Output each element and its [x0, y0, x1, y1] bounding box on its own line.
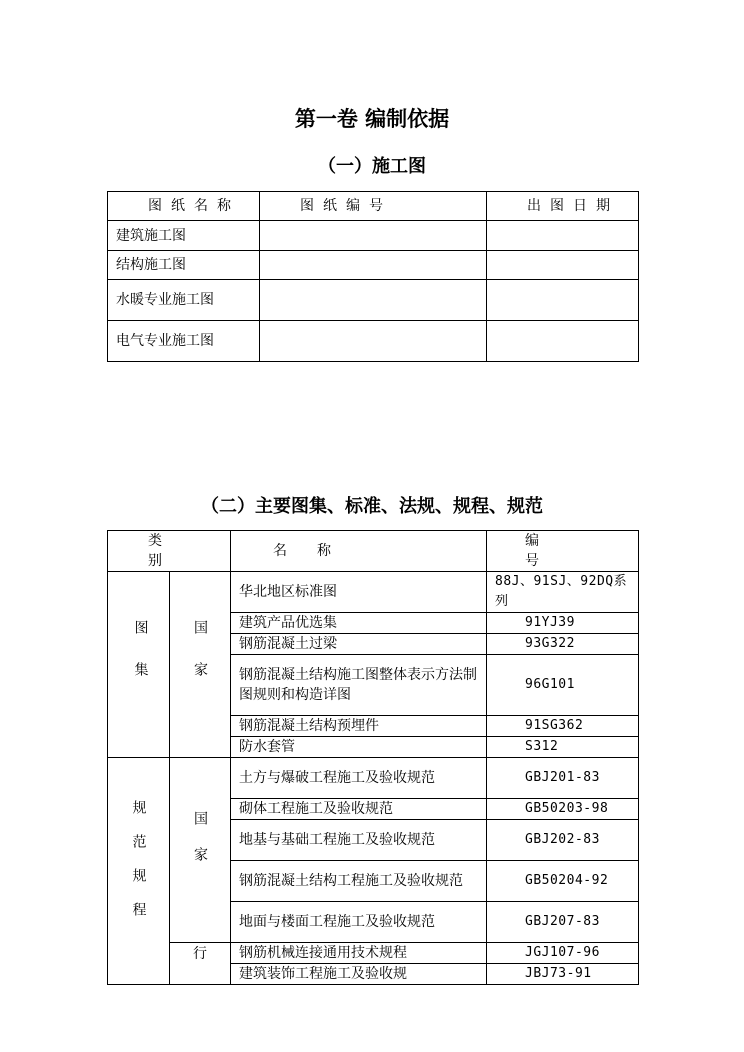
header-code-left: 编 [525, 533, 539, 549]
category-cell [108, 572, 170, 758]
standard-code: GBJ201-83 [487, 758, 639, 799]
drawing-number [260, 280, 487, 321]
drawing-date [487, 221, 639, 251]
standard-name: 钢筋混凝土结构工程施工及验收规范 [231, 861, 487, 902]
standard-code: 88J、91SJ、92DQ系列 [487, 572, 639, 613]
category-cell [108, 758, 170, 985]
standard-code: 96G101 [487, 655, 639, 716]
header-name: 名称 [231, 531, 487, 572]
drawings-table [107, 191, 639, 362]
level-cell [170, 758, 231, 943]
standard-code: GBJ202-83 [487, 820, 639, 861]
standard-code: S312 [487, 737, 639, 758]
drawing-name: 水暖专业施工图 [108, 280, 260, 321]
drawing-name: 建筑施工图 [108, 221, 260, 251]
drawing-name: 电气专业施工图 [108, 321, 260, 362]
standard-name: 钢筋混凝土过梁 [231, 634, 487, 655]
section1-title: （一）施工图 [318, 156, 426, 177]
standard-name: 钢筋混凝土结构预埋件 [231, 716, 487, 737]
drawing-number [260, 321, 487, 362]
level-cell [170, 572, 231, 758]
header-drawing-number: 图纸编号 [260, 192, 487, 221]
standard-code: 93G322 [487, 634, 639, 655]
standard-code: 91SG362 [487, 716, 639, 737]
table-header-row [108, 531, 639, 572]
table-row [108, 221, 639, 251]
standard-name: 建筑装饰工程施工及验收规 [231, 964, 487, 985]
table-header-row [108, 192, 639, 221]
level2-text: 行 [193, 946, 207, 962]
drawing-date [487, 251, 639, 280]
table-row [108, 758, 639, 799]
standards-table [107, 530, 639, 985]
category-text: 规范规程 [130, 800, 147, 936]
table-row [108, 280, 639, 321]
standard-name: 防水套管 [231, 737, 487, 758]
level2-cell [170, 943, 231, 985]
drawing-date [487, 280, 639, 321]
drawing-number [260, 251, 487, 280]
level-text: 国家 [192, 811, 208, 883]
standard-code: GB50204-92 [487, 861, 639, 902]
drawing-name: 结构施工图 [108, 251, 260, 280]
section2-title: （二）主要图集、标准、法规、规程、规范 [201, 496, 543, 517]
header-issue-date: 出图日期 [487, 192, 639, 221]
header-drawing-name: 图纸名称 [108, 192, 260, 221]
table-row [108, 572, 639, 613]
standard-name: 钢筋机械连接通用技术规程 [231, 943, 487, 964]
standard-name: 地面与楼面工程施工及验收规范 [231, 902, 487, 943]
standard-code: GB50203-98 [487, 799, 639, 820]
standard-name: 建筑产品优选集 [231, 613, 487, 634]
header-code-right: 号 [525, 553, 539, 569]
standard-code: JGJ107-96 [487, 943, 639, 964]
header-category: 类别 [108, 531, 231, 572]
category-label [131, 620, 147, 710]
standard-name: 土方与爆破工程施工及验收规范 [231, 758, 487, 799]
standard-name: 砌体工程施工及验收规范 [231, 799, 487, 820]
level-text: 国家 [192, 619, 208, 704]
header-code [487, 531, 639, 572]
standard-code: 91YJ39 [487, 613, 639, 634]
document-title: 第一卷 编制依据 [294, 107, 450, 131]
standard-name: 华北地区标准图 [231, 572, 487, 613]
standard-name: 钢筋混凝土结构施工图整体表示方法制图规则和构造详图 [231, 655, 487, 716]
drawing-number [260, 221, 487, 251]
table-row [108, 943, 639, 964]
standard-code: JBJ73-91 [487, 964, 639, 985]
standard-name: 地基与基础工程施工及验收规范 [231, 820, 487, 861]
drawing-date [487, 321, 639, 362]
category-text: 图集 [132, 619, 149, 704]
table-row [108, 251, 639, 280]
table-row [108, 321, 639, 362]
standard-code: GBJ207-83 [487, 902, 639, 943]
